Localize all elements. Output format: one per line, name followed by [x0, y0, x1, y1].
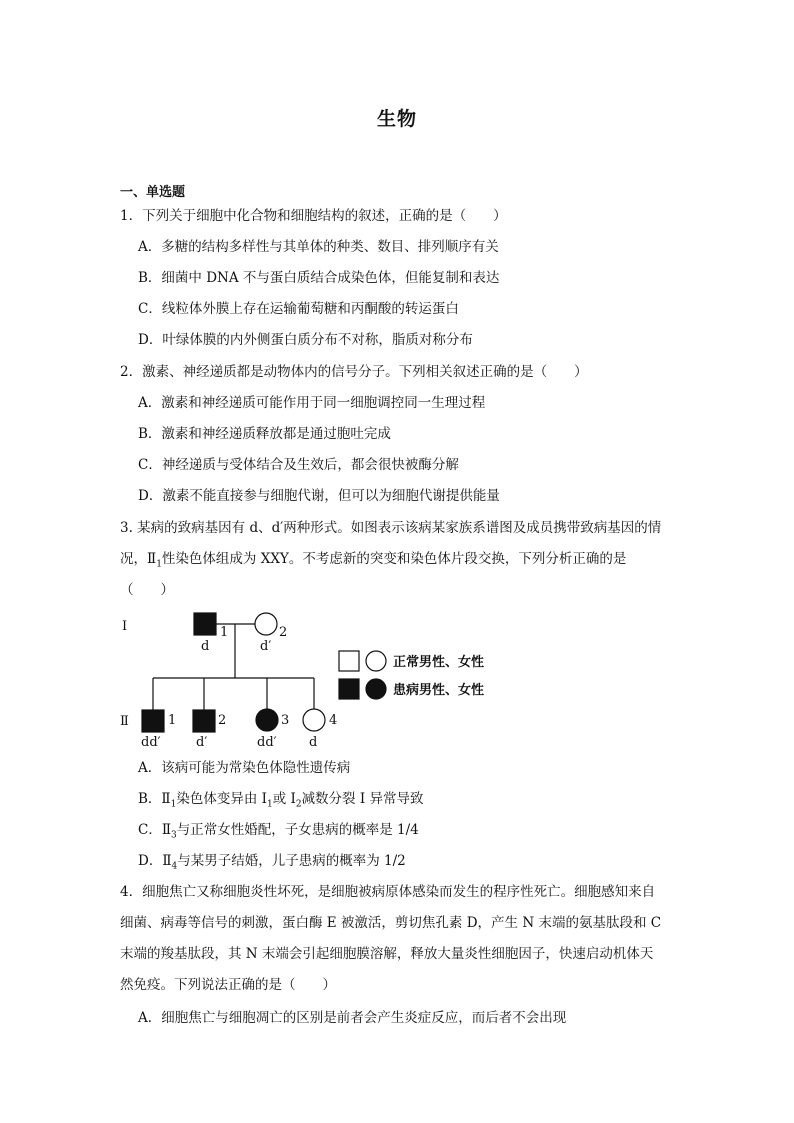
question-4-stem-line-1: 4．细胞焦亡又称细胞炎性坏死，是细胞被病原体感染而发生的程序性死亡。细胞感知来自 [120, 884, 656, 900]
question-2-option-b: B．激素和神经递质释放都是通过胞吐完成 [138, 426, 391, 442]
generation-2-label: Ⅱ [120, 714, 129, 729]
pedigree-i1-genotype: d [201, 639, 210, 654]
pedigree-ii3-affected-female [256, 709, 278, 731]
question-3-option-a: A．该病可能为常染色体隐性遗传病 [138, 760, 351, 776]
pedigree-i2-genotype: d′ [260, 639, 272, 654]
question-4-stem-line-2: 细菌、病毒等信号的刺激，蛋白酶 E 被激活，剪切焦孔素 D，产生 N 末端的氨基肽段和 C [120, 915, 662, 931]
pedigree-i2-number: 2 [279, 625, 288, 640]
question-4-stem-line-3: 末端的羧基肽段，其 N 末端会引起细胞膜溶解，释放大量炎性细胞因子，快速启动机体天 [120, 946, 654, 962]
pedigree-ii2-affected-male [193, 710, 215, 732]
question-3-option-b: B．$Ⅱ_1$染色体变异由 $Ⅰ_1$或 $Ⅰ_2$减数分裂 Ⅰ 异常导致 [138, 791, 424, 810]
pedigree-ii3-number: 3 [281, 713, 290, 728]
pedigree-diagram [110, 600, 530, 750]
question-3-stem-line-3: （ ） [120, 582, 174, 598]
pedigree-ii2-number: 2 [218, 713, 227, 728]
pedigree-ii4-number: 4 [329, 713, 338, 728]
pedigree-i1-number: 1 [220, 625, 229, 640]
legend-normal-male-symbol [339, 651, 359, 671]
question-1-stem: 1．下列关于细胞中化合物和细胞结构的叙述，正确的是（ ） [120, 208, 507, 224]
legend-affected-female-symbol [366, 679, 386, 699]
pedigree-ii1-genotype: dd′ [141, 735, 161, 750]
pedigree-ii4-normal-female [303, 709, 325, 731]
question-1-option-b: B．细菌中 DNA 不与蛋白质结合成染色体，但能复制和表达 [138, 270, 500, 286]
pedigree-ii1-number: 1 [168, 713, 177, 728]
question-2-option-a: A．激素和神经递质可能作用于同一细胞调控同一生理过程 [138, 395, 486, 411]
question-3-stem-line-1: 3. 某病的致病基因有 d、d′两种形式。如图表示该病某家族系谱图及成员携带致病基因的情 [120, 520, 662, 536]
question-1-option-c: C．线粒体外膜上存在运输葡萄糖和丙酮酸的转运蛋白 [138, 301, 459, 317]
pedigree-ii2-genotype: d′ [196, 735, 208, 750]
legend-affected-label: 患病男性、女性 [393, 683, 485, 698]
question-3-option-c: C．$Ⅱ_3$与正常女性婚配，子女患病的概率是 1/4 [138, 822, 419, 841]
pedigree-i2-normal-female [255, 613, 277, 635]
question-2-option-d: D．激素不能直接参与细胞代谢，但可以为细胞代谢提供能量 [138, 488, 500, 504]
question-1-option-d: D．叶绿体膜的内外侧蛋白质分布不对称，脂质对称分布 [138, 332, 473, 348]
question-4-option-a: A．细胞焦亡与细胞凋亡的区别是前者会产生炎症反应，而后者不会出现 [138, 1010, 567, 1026]
question-3-option-d: D．$Ⅱ_4$与某男子结婚，儿子患病的概率为 1/2 [138, 853, 406, 872]
question-2-option-c: C．神经递质与受体结合及生效后，都会很快被酶分解 [138, 457, 459, 473]
question-4-stem-line-4: 然免疫。下列说法正确的是（ ） [120, 977, 336, 993]
pedigree-ii3-genotype: dd′ [257, 735, 277, 750]
generation-1-label: Ⅰ [122, 619, 128, 634]
pedigree-ii4-genotype: d [309, 735, 318, 750]
section-heading: 一、单选题 [120, 185, 186, 200]
question-2-stem: 2．激素、神经递质都是动物体内的信号分子。下列相关叙述正确的是（ ） [120, 364, 588, 380]
question-3-stem-line-2: 况，$Ⅱ_1$性染色体组成为 XXY。不考虑新的突变和染色体片段交换，下列分析正确的是 [120, 551, 627, 570]
pedigree-i1-affected-male [194, 613, 216, 635]
question-1-option-a: A．多糖的结构多样性与其单体的种类、数目、排列顺序有关 [138, 239, 499, 255]
page-title: 生物 [376, 108, 417, 130]
legend-normal-female-symbol [366, 651, 386, 671]
pedigree-ii1-affected-male [142, 710, 164, 732]
legend-affected-male-symbol [339, 679, 359, 699]
legend-normal-label: 正常男性、女性 [393, 655, 485, 670]
